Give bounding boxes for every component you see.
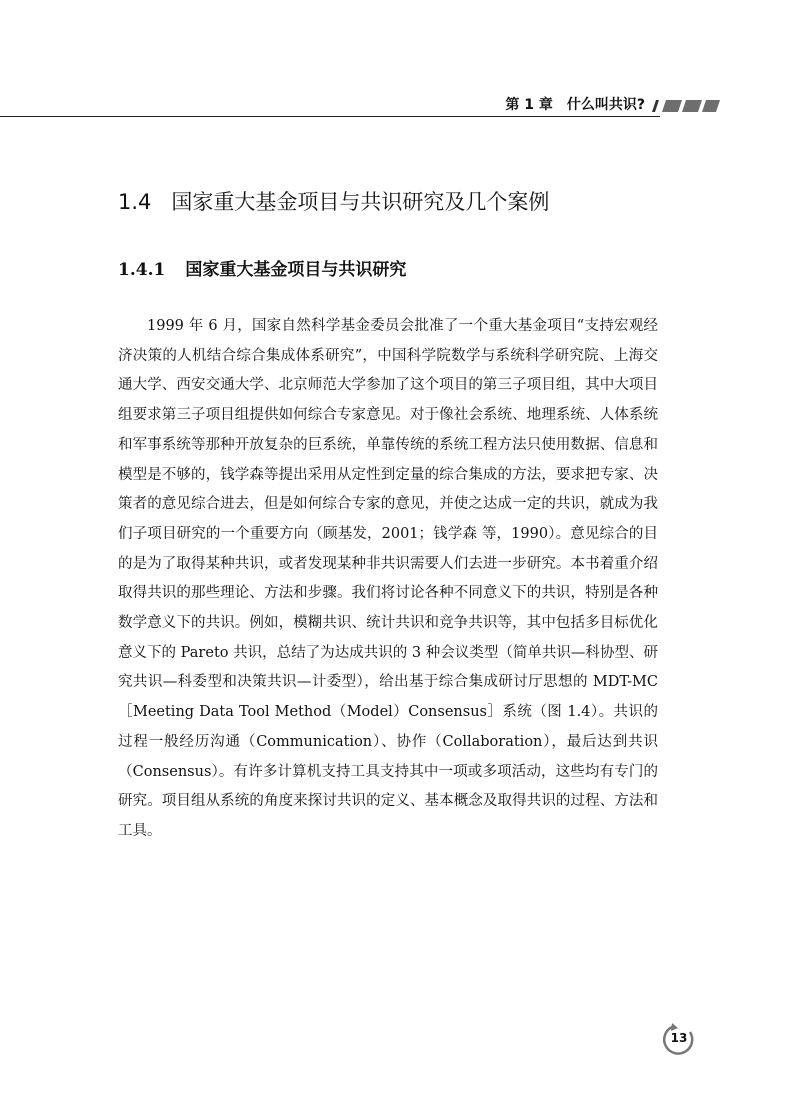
header-stripes-icon <box>652 100 720 112</box>
body-paragraph: 1999 年 6 月，国家自然科学基金委员会批准了一个重大基金项目“支持宏观经济决策的人机结合综合集成体系研究”，中国科学院数学与系统科学研究院、上海交通大学、西安交通大学、北京师范大学参加了这个项目的第三子项目组，其中大项目组要求第三子项目组提供如何综合专家意见。对于像社会系统、地理系统、人体系统和军事系统等那种开放复杂的巨系统，单靠传统的系统工程方法只使用数据、信息和模型是不够的，钱学森等提出采用从定性到定量的综合集成的方法，要求把专家、决策者的意见综合进去，但是如何综合专家的意见，并使之达成一定的共识，就成为我们子项目研究的一个重要方向（顾基发，2001；钱学森 等，1990）。意见综合的目的是为了取得某种共识，或者发现某种非共识需要人们去进一步研究。本书着重介绍取得共识的那些理论、方法和步骤。我们将讨论各种不同意义下的共识，特别是各种数学意义下的共识。例如，模糊共识、统计共识和竞争共识等，其中包括多目标优化意义下的 Pareto 共识，总结了为达成共识的 3 种会议类型（简单共识—科协型、研究共识—科委型和决策共识—计委型），给出基于综合集成研讨厅思想的 MDT-MC［Meeting Data Tool Method（Model）Consensus］系统（图 1.4）。共识的过程一般经历沟通（Communication）、协作（Collaboration），最后达到共识（Consensus）。有许多计算机支持工具支持其中一项或多项活动，这些均有专门的研究。项目组从系统的角度来探讨共识的定义、基本概念及取得共识的过程、方法和工具。 <box>118 318 658 839</box>
subsection-number: 1.4.1 <box>118 260 166 280</box>
running-header <box>0 95 720 117</box>
page-number-badge <box>660 1022 698 1056</box>
header-rule <box>0 116 660 117</box>
section-heading <box>118 188 549 216</box>
section-number: 1.4 <box>118 190 152 214</box>
chapter-label: 第 1 章 什么叫共识? <box>505 97 645 113</box>
section-title-text: 国家重大基金项目与共识研究及几个案例 <box>171 190 550 214</box>
subsection-title-text: 国家重大基金项目与共识研究 <box>185 260 407 280</box>
subsection-heading <box>118 258 406 282</box>
page-number: 13 <box>670 1031 688 1045</box>
